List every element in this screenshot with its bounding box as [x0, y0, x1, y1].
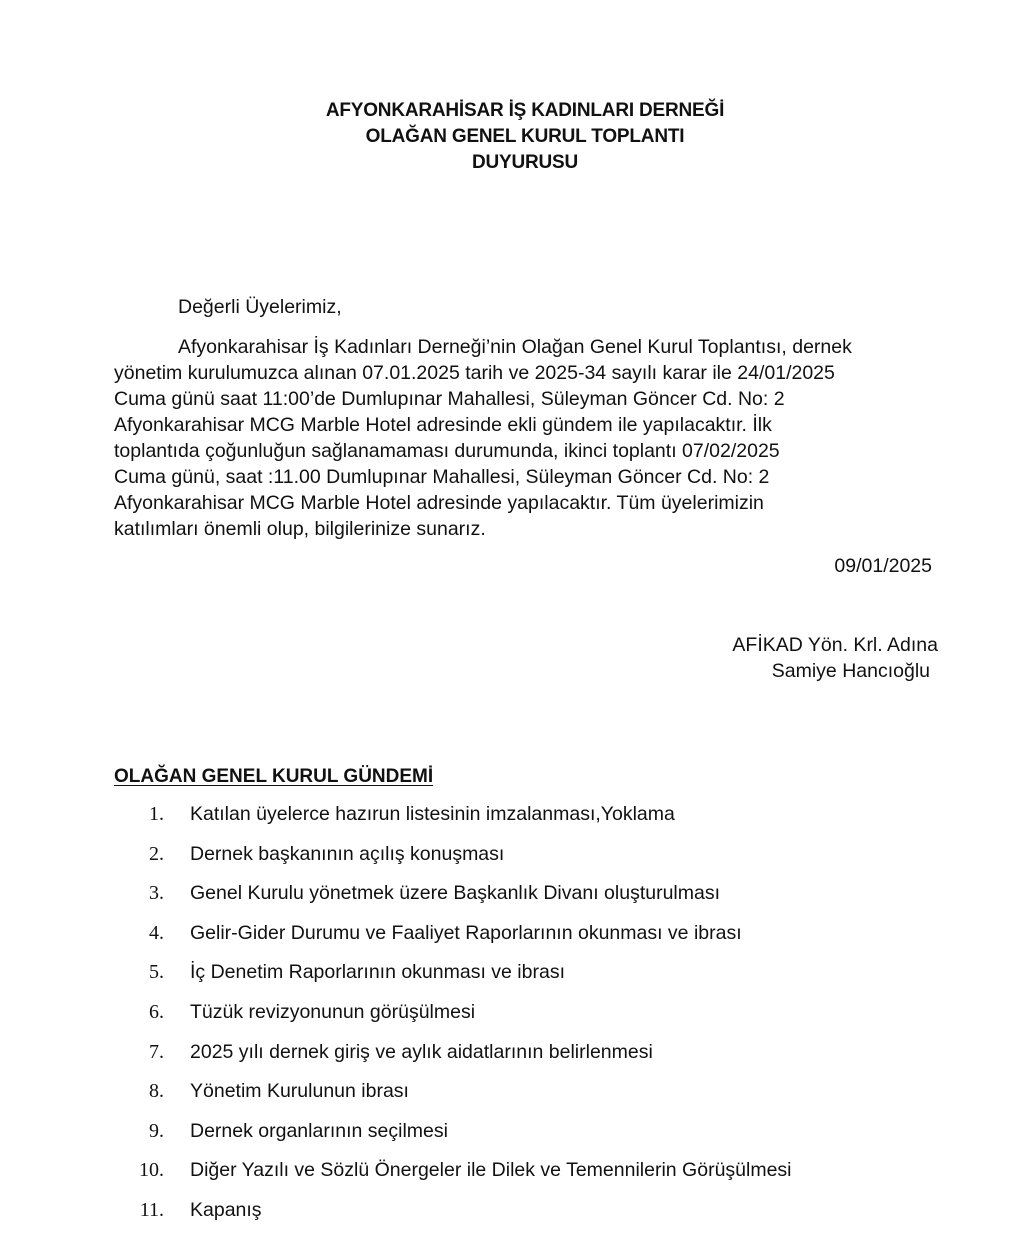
- agenda-item-number: 1.: [149, 803, 164, 825]
- agenda-item-number: 11.: [139, 1198, 164, 1221]
- agenda-item-number: 9.: [149, 1119, 164, 1142]
- agenda-item: [0, 1039, 1033, 1079]
- signature-block: [732, 632, 938, 684]
- agenda-item: [0, 801, 1033, 841]
- title-line-1: AFYONKARAHİSAR İŞ KADINLARI DERNEĞİ: [325, 100, 725, 121]
- agenda-item-number: 3.: [149, 882, 164, 905]
- agenda-item-number: 2.: [149, 842, 164, 865]
- body-line: Afyonkarahisar MCG Marble Hotel adresinde ekli gündem ile yapılacaktır. İlk: [114, 414, 772, 436]
- agenda-item-number: 4.: [149, 921, 164, 944]
- agenda-item-text: Tüzük revizyonunun görüşülmesi: [190, 1000, 476, 1023]
- agenda-item-text: Katılan üyelerce hazırun listesinin imzalanması,Yoklama: [190, 803, 675, 825]
- agenda-item-text: Dernek başkanının açılış konuşması: [190, 842, 505, 865]
- agenda-item-number: 6.: [149, 1000, 164, 1023]
- body-line: Afyonkarahisar MCG Marble Hotel adresinde yapılacaktır. Tüm üyelerimizin: [114, 492, 764, 514]
- agenda-item-number: 5.: [149, 961, 164, 984]
- agenda-item-number: 7.: [149, 1040, 164, 1063]
- agenda-item: [0, 1078, 1033, 1118]
- title-line-2: OLAĞAN GENEL KURUL TOPLANTI: [365, 126, 685, 147]
- agenda-item: [0, 999, 1033, 1039]
- agenda-item-text: Kapanış: [190, 1198, 262, 1221]
- body-line: katılımları önemli olup, bilgilerinize sunarız.: [114, 518, 486, 540]
- agenda-item: [0, 920, 1033, 960]
- agenda-item: [0, 1118, 1033, 1158]
- agenda-item: [0, 959, 1033, 999]
- signature-title: AFİKAD Yön. Krl. Adına: [732, 634, 938, 656]
- agenda-item-text: Diğer Yazılı ve Sözlü Önergeler ile Dilek ve Temennilerin Görüşülmesi: [190, 1159, 792, 1182]
- body-line: yönetim kurulumuzca alınan 07.01.2025 tarih ve 2025-34 sayılı karar ile 24/01/2025: [114, 362, 835, 384]
- agenda-heading: OLAĞAN GENEL KURUL GÜNDEMİ: [114, 766, 434, 787]
- document-date: 09/01/2025: [834, 555, 932, 577]
- announcement-body: [114, 334, 954, 542]
- agenda-item-number: 8.: [149, 1080, 164, 1103]
- agenda-item-text: Yönetim Kurulunun ibrası: [190, 1080, 409, 1103]
- agenda-item-text: Dernek organlarının seçilmesi: [190, 1119, 448, 1142]
- agenda-item: [0, 841, 1033, 881]
- agenda-list: [0, 801, 1033, 1237]
- agenda-item: [0, 880, 1033, 920]
- document-title: [0, 98, 1033, 176]
- agenda-item-number: 10.: [139, 1159, 164, 1182]
- agenda-item-text: İç Denetim Raporlarının okunması ve ibrası: [190, 961, 565, 984]
- signature-name: Samiye Hancıoğlu: [771, 660, 930, 682]
- body-line: Cuma günü, saat :11.00 Dumlupınar Mahallesi, Süleyman Göncer Cd. No: 2: [114, 466, 770, 488]
- agenda-item: [0, 1157, 1033, 1197]
- body-line: toplantıda çoğunluğun sağlanamaması durumunda, ikinci toplantı 07/02/2025: [114, 440, 780, 462]
- agenda-item: [0, 1197, 1033, 1237]
- body-line: Afyonkarahisar İş Kadınları Derneği’nin Olağan Genel Kurul Toplantısı, dernek: [178, 336, 852, 358]
- agenda-item-text: 2025 yılı dernek giriş ve aylık aidatlarının belirlenmesi: [190, 1040, 653, 1063]
- agenda-item-text: Gelir-Gider Durumu ve Faaliyet Raporlarının okunması ve ibrası: [190, 921, 742, 944]
- body-line: Cuma günü saat 11:00’de Dumlupınar Mahallesi, Süleyman Göncer Cd. No: 2: [114, 388, 785, 410]
- agenda-item-text: Genel Kurulu yönetmek üzere Başkanlık Divanı oluşturulması: [190, 882, 721, 905]
- salutation: Değerli Üyelerimiz,: [178, 296, 342, 318]
- title-line-3: DUYURUSU: [471, 152, 579, 173]
